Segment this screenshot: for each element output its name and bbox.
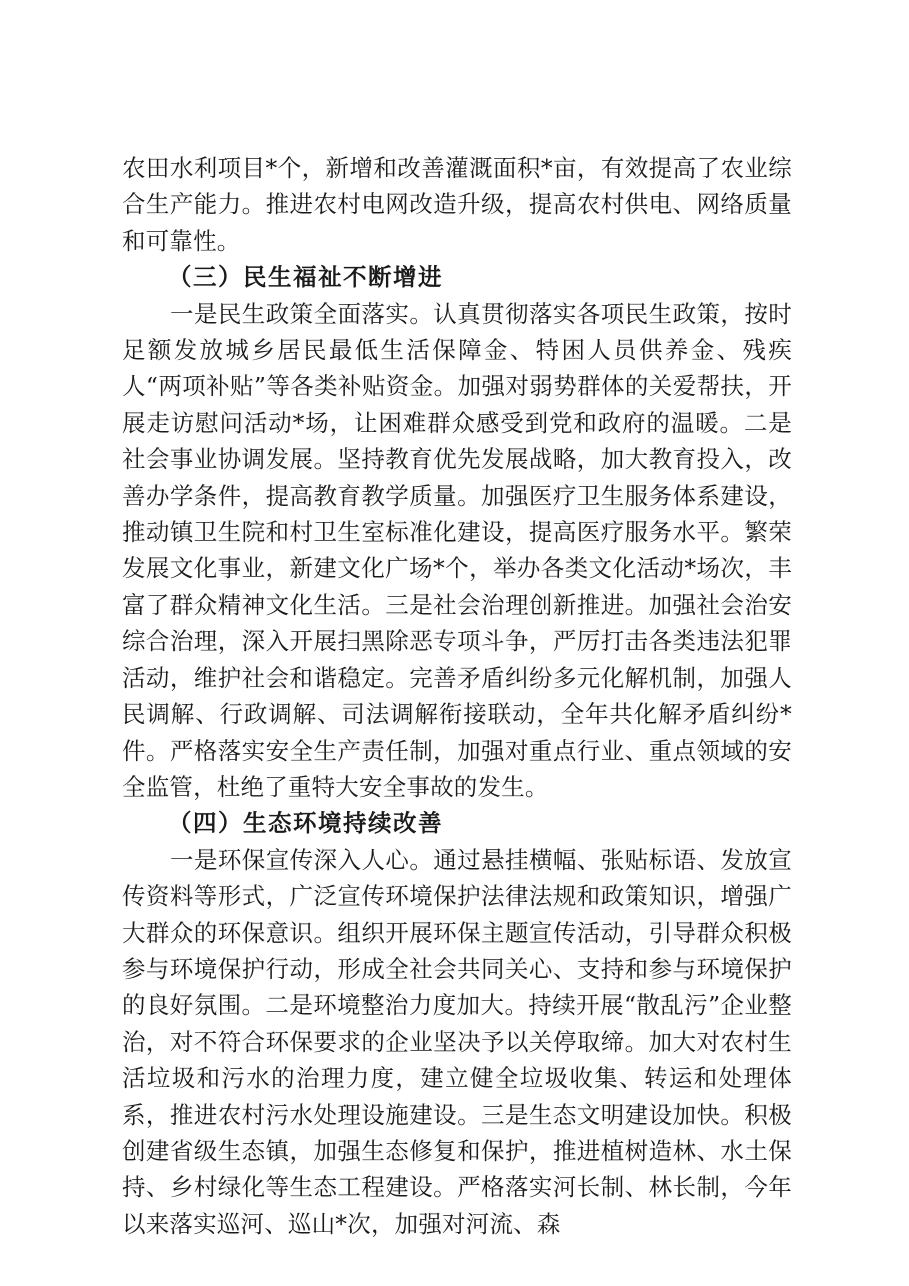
document-body [122, 150, 792, 1242]
section-heading-livelihood: （三）民生福祉不断增进 [168, 263, 443, 292]
paragraph-environmental-protection: 一是环保宣传深入人心。通过悬挂横幅、张贴标语、发放宣传资料等形式，广泛宣传环境保护法律法规和政策知识，增强广大群众的环保意识。组织开展环保主题宣传活动，引导群众积极参与环境保护行动，形成全社会共同关心、支持和参与环境保护的良好氛围。二是环境整治力度加大。持续开展“散乱污”企业整治，对不符合环保要求的企业坚决予以关停取缔。加大对农村生活垃圾和污水的治理力度，建立健全垃圾收集、转运和处理体系，推进农村污水处理设施建设。三是生态文明建设加快。积极创建省级生态镇，加强生态修复和保护，推进植树造林、水土保持、乡村绿化等生态工程建设。严格落实河长制、林长制，今年以来落实巡河、巡山*次，加强对河流、森 [122, 845, 792, 1238]
paragraph-farmland-power-grid: 农田水利项目*个，新增和改善灌溉面积*亩，有效提高了农业综合生产能力。推进农村电网改造升级，提高农村供电、网络质量和可靠性。 [122, 154, 792, 255]
paragraph-livelihood-policies: 一是民生政策全面落实。认真贯彻落实各项民生政策，按时足额发放城乡居民最低生活保障金、特困人员供养金、残疾人“两项补贴”等各类补贴资金。加强对弱势群体的关爱帮扶，开展走访慰问活动*场，让困难群众感受到党和政府的温暖。二是社会事业协调发展。坚持教育优先发展战略，加大教育投入，改善办学条件，提高教育教学质量。加强医疗卫生服务体系建设，推动镇卫生院和村卫生室标准化建设，提高医疗服务水平。繁荣发展文化事业，新建文化广场*个，举办各类文化活动*场次，丰富了群众精神文化生活。三是社会治理创新推进。加强社会治安综合治理，深入开展扫黑除恶专项斗争，严厉打击各类违法犯罪活动，维护社会和谐稳定。完善矛盾纠纷多元化解机制，加强人民调解、行政调解、司法调解衔接联动，全年共化解矛盾纠纷*件。严格落实安全生产责任制，加强对重点行业、重点领域的安全监管，杜绝了重特大安全事故的发生。 [122, 299, 792, 801]
section-heading-ecology: （四）生态环境持续改善 [168, 809, 443, 838]
